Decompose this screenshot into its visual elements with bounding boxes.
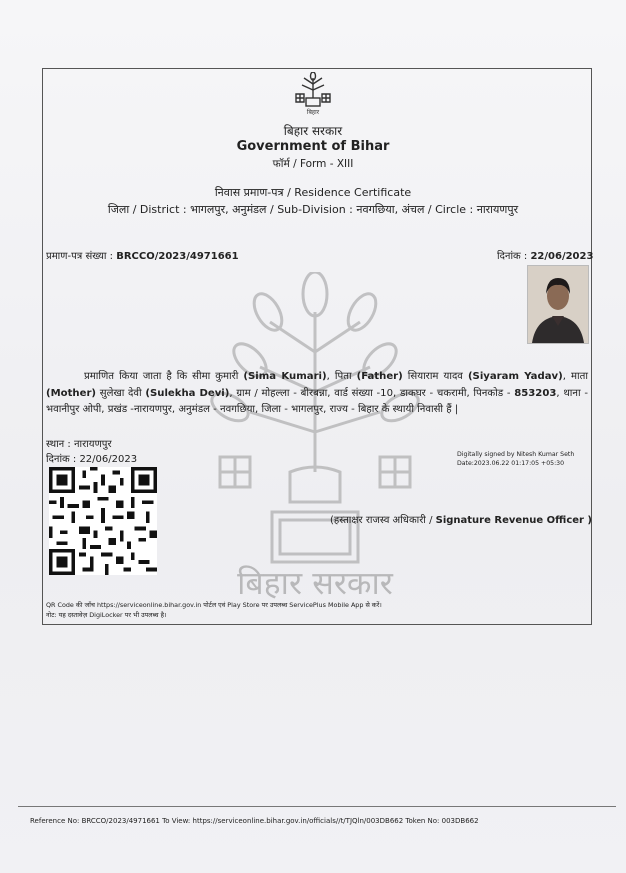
footer-divider bbox=[18, 806, 616, 807]
certificate-number: प्रमाण-पत्र संख्या : BRCCO/2023/4971661 bbox=[46, 251, 239, 262]
footer-reference: Reference No: BRCCO/2023/4971661 To View: https://serviceonline.bihar.gov.in/officials//t/TJQln/003DB662 Token No: 003DB662 bbox=[30, 817, 479, 825]
digital-signature: Digitally signed by Nitesh Kumar Seth Date:2023.06.22 01:17:05 +05:30 bbox=[457, 451, 575, 467]
applicant-photo bbox=[527, 265, 589, 344]
certificate-date: दिनांक : 22/06/2023 bbox=[497, 251, 594, 262]
qr-code bbox=[49, 467, 157, 575]
bihar-watermark-emblem bbox=[190, 272, 440, 612]
header-title-hindi: बिहार सरकार bbox=[283, 124, 343, 138]
certificate-title: निवास प्रमाण-पत्र / Residence Certificate bbox=[214, 186, 412, 199]
svg-text:बिहार सरकार: बिहार सरकार bbox=[237, 564, 393, 602]
form-number: फॉर्म / Form - XIII bbox=[272, 158, 354, 170]
bihar-emblem-icon bbox=[290, 72, 336, 116]
district-line: जिला / District : भागलपुर, अनुमंडल / Sub-Division : नवगछिया, अंचल / Circle : नारायणपुर bbox=[107, 203, 519, 216]
signature-revenue-officer: (हस्ताक्षर राजस्व अधिकारी / Signature Revenue Officer ) bbox=[330, 515, 593, 526]
issue-place: स्थान : नारायणपुर bbox=[46, 439, 112, 450]
certificate-body: प्रमाणित किया जाता है कि सीमा कुमारी (Sima Kumari), पिता (Father) सियाराम यादव (Siyaram Yadav), माता (Mother) सुलेखा देवी (Sulekha Devi), ग्राम / मोहल्ला - बीरबन्ना, वार्ड संख्या -10, डाकघर - चकरामी, पिनकोड - 853203, थाना - भवानीपुर ओपी, प्रखंड -नारायणपुर, अनुमंडल - नवगछिया, जिला - भागलपुर, राज्य - बिहार के स्थायी निवासी हैं | bbox=[46, 371, 588, 415]
header-title-english: Government of Bihar bbox=[236, 139, 390, 154]
svg-text:बिहार: बिहार bbox=[306, 109, 320, 116]
qr-note: QR Code की जाँच https://serviceonline.bihar.gov.in पोर्टल एवं Play Store पर उपलब्ध ServicePlus Mobile App से करें। नोट: यह दस्तावेज़ DigiLocker पर भी उपलब्ध है। bbox=[46, 601, 382, 619]
issue-date: दिनांक : 22/06/2023 bbox=[46, 454, 138, 465]
